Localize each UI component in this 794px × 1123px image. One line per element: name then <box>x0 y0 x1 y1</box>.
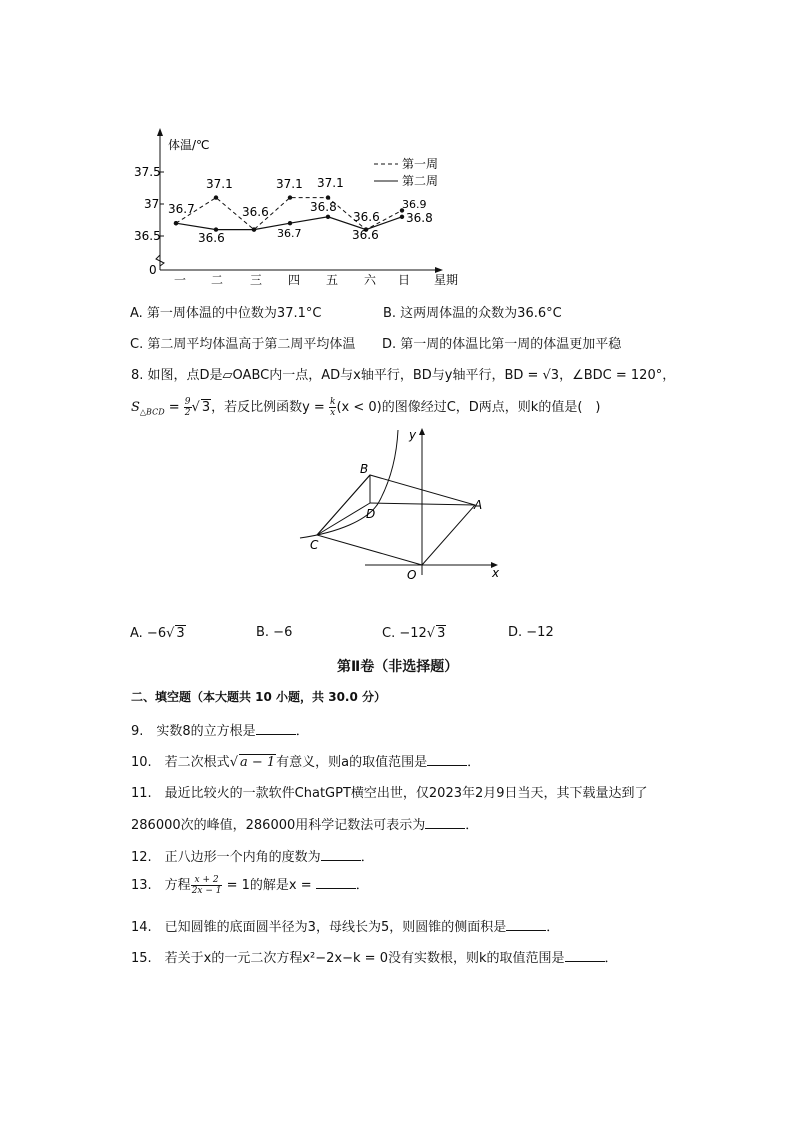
q9 <box>131 720 309 739</box>
q8-text-line1: 如图，点D是▱OABC内一点，AD与x轴平行，BD与y轴平行，BD = √3，∠BDC = 120°， <box>147 368 676 383</box>
q14-end: ． <box>546 920 560 935</box>
q7-option-a[interactable]: A. 第一周体温的中位数为37.1°C <box>130 306 322 321</box>
area-subscript: △BCD <box>139 407 165 417</box>
q8-number: 8. <box>131 368 144 383</box>
data-label: 36.6 <box>198 231 225 245</box>
q8-text-rest: ，若反比例函数y = <box>211 400 329 415</box>
q15 <box>131 947 618 966</box>
q8-option-c[interactable] <box>382 625 446 641</box>
q15-text: 15. 若关于x的一元二次方程x²−2x−k = 0没有实数根，则k的取值范围是 <box>131 951 565 966</box>
q12-text: 12. 正八边形一个内角的度数为 <box>131 850 321 865</box>
label-a: A <box>474 498 483 512</box>
label-x: x <box>492 566 500 580</box>
q7-option-c[interactable]: C. 第二周平均体温高于第二周平均体温 <box>130 337 356 352</box>
q8-text-tail: (x < 0)的图像经过C，D两点，则k的值是( ) <box>336 400 601 415</box>
x-tick-label: 三 <box>250 273 263 287</box>
sqrt-radicand: 3 <box>437 626 446 641</box>
q13 <box>131 874 369 896</box>
x-tick-label: 四 <box>288 273 301 287</box>
q13-fraction <box>191 875 223 896</box>
section-title: 第Ⅱ卷（非选择题） <box>337 659 459 675</box>
y-axis-arrow <box>157 128 163 136</box>
sqrt-symbol: √ <box>229 755 238 770</box>
frac-den: 2 <box>184 408 191 418</box>
temperature-line-chart <box>120 125 470 290</box>
label-b: B <box>360 462 369 476</box>
frac-num: x + 2 <box>191 875 223 886</box>
q8-option-a[interactable] <box>130 625 186 641</box>
q11-end: ． <box>465 818 479 833</box>
segment-cb-inner <box>317 475 370 535</box>
q13-text-pre: 13. 方程 <box>131 878 191 893</box>
data-label: 36.6 <box>242 205 269 219</box>
sqrt-radicand: a − 1 <box>239 755 276 770</box>
data-point-week2 <box>400 215 404 219</box>
data-point-week1 <box>288 195 292 199</box>
data-point-week2 <box>174 221 178 225</box>
q8-option-c-text: C. −12 <box>382 626 427 641</box>
data-point-week2 <box>252 227 256 231</box>
q12 <box>131 846 374 865</box>
sqrt-symbol: √ <box>191 400 200 415</box>
x-tick-label: 二 <box>211 273 224 287</box>
sqrt-symbol: √ <box>426 626 436 641</box>
data-label: 36.6 <box>352 228 379 242</box>
sqrt-radicand: 3 <box>201 400 211 415</box>
q10-text-pre: 10. 若二次根式 <box>131 755 230 770</box>
q8-option-b[interactable]: B. −6 <box>256 625 293 640</box>
label-d: D <box>366 507 376 521</box>
q7-option-b[interactable]: B. 这两周体温的众数为36.6°C <box>383 306 562 321</box>
q12-answer-blank[interactable] <box>321 848 361 861</box>
data-label: 37.1 <box>276 177 303 191</box>
frac-num: k <box>329 397 336 407</box>
label-c: C <box>310 538 319 552</box>
data-label: 36.7 <box>168 202 195 216</box>
q8-line1 <box>131 364 675 383</box>
y-tick-label: 0 <box>149 263 157 277</box>
q8-option-a-text: A. −6 <box>130 626 167 641</box>
q9-end: ． <box>295 724 309 739</box>
q14 <box>131 916 559 935</box>
data-label: 37.1 <box>206 177 233 191</box>
legend-week2: 第二周 <box>402 174 439 188</box>
q15-answer-blank[interactable] <box>565 949 605 962</box>
x-tick-label: 五 <box>326 273 339 287</box>
q10-answer-blank[interactable] <box>427 753 467 766</box>
q11-line1: 11. 最近比较火的一款软件ChatGPT横空出世，仅2023年2月9日当天，其下载量达到了 <box>131 786 648 801</box>
data-label: 36.8 <box>310 200 337 214</box>
q10 <box>131 751 480 770</box>
y-axis-arrow <box>419 428 425 435</box>
sqrt-symbol: √ <box>166 626 175 641</box>
q7-option-d[interactable]: D. 第一周的体温比第一周的体温更加平稳 <box>382 337 622 352</box>
q11-line2 <box>131 814 478 833</box>
q15-end: ． <box>604 951 618 966</box>
equals: = <box>164 400 184 415</box>
q14-answer-blank[interactable] <box>506 918 546 931</box>
x-tick-label: 日 <box>398 273 411 287</box>
q13-text-post: = 1的解是x = <box>222 878 316 893</box>
q13-answer-blank[interactable] <box>316 876 356 889</box>
label-o: O <box>407 568 417 582</box>
q10-end: ． <box>467 755 481 770</box>
data-label: 36.9 <box>402 198 427 211</box>
label-y: y <box>409 428 417 442</box>
y-tick-label: 36.5 <box>134 229 161 243</box>
q10-text-post: 有意义，则a的取值范围是 <box>276 755 428 770</box>
y-tick-label: 37 <box>144 197 160 211</box>
q14-text: 14. 已知圆锥的底面圆半径为3，母线长为5，则圆锥的侧面积是 <box>131 920 507 935</box>
y-tick-label: 37.5 <box>134 165 161 179</box>
data-point-week2 <box>326 215 330 219</box>
data-point-week1 <box>214 195 218 199</box>
data-label: 36.6 <box>353 210 380 224</box>
data-label: 37.1 <box>317 176 344 190</box>
frac-den: 2x − 1 <box>191 886 222 896</box>
data-label: 36.7 <box>277 227 302 240</box>
legend-week1: 第一周 <box>402 157 439 171</box>
q11-answer-blank[interactable] <box>425 816 465 829</box>
section-heading: 二、填空题（本大题共 10 小题，共 30.0 分） <box>131 690 387 704</box>
hyperbola-curve <box>300 430 398 538</box>
area-symbol: S <box>131 400 140 415</box>
q12-end: ． <box>360 850 374 865</box>
q8-parallelogram-figure <box>295 425 510 585</box>
data-label: 36.8 <box>406 211 433 225</box>
data-point-week2 <box>288 221 292 225</box>
q9-answer-blank[interactable] <box>256 722 296 735</box>
q8-option-d[interactable]: D. −12 <box>508 625 554 640</box>
y-axis-label: 体温/℃ <box>168 138 210 152</box>
x-tick-label: 一 <box>174 273 187 287</box>
x-tick-label: 六 <box>364 273 377 287</box>
frac-den: x <box>330 408 336 418</box>
fraction-9-2 <box>184 397 192 418</box>
sqrt-radicand: 3 <box>176 626 185 641</box>
parallelogram-oabc <box>317 475 475 565</box>
frac-num: 9 <box>184 397 191 407</box>
q13-end: ． <box>355 878 369 893</box>
q8-line2 <box>131 396 600 418</box>
q9-text: 9. 实数8的立方根是 <box>131 724 256 739</box>
x-axis-label: 星期 <box>434 273 459 287</box>
q11-text: 286000次的峰值，286000用科学记数法可表示为 <box>131 818 426 833</box>
